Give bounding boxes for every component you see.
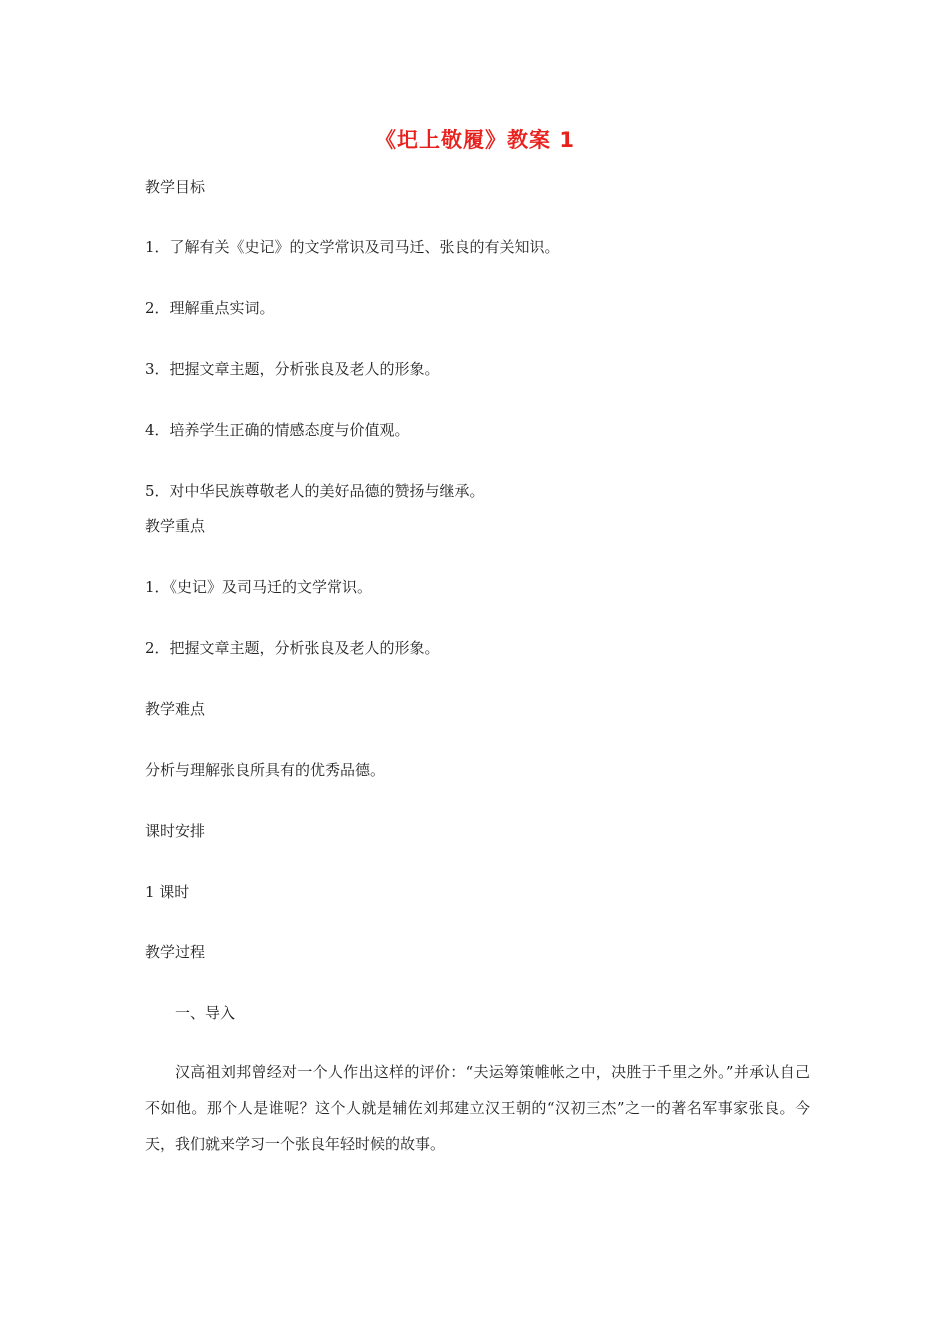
key-point-item-1: 1．《史记》及司马迁的文学常识。 <box>145 578 373 596</box>
objective-item-4: 4．培养学生正确的情感态度与价值观。 <box>145 421 410 439</box>
objective-item-2: 2．理解重点实词。 <box>145 299 275 317</box>
difficulty-heading: 教学难点 <box>145 700 206 718</box>
schedule-heading: 课时安排 <box>145 822 206 840</box>
difficulty-text: 分析与理解张良所具有的优秀品德。 <box>145 761 386 779</box>
objective-item-1: 1．了解有关《史记》的文学常识及司马迁、张良的有关知识。 <box>145 238 560 256</box>
objective-item-5: 5．对中华民族尊敬老人的美好品德的赞扬与继承。 <box>145 482 485 500</box>
process-heading: 教学过程 <box>145 943 206 961</box>
intro-heading: 一、导入 <box>175 1004 236 1022</box>
key-point-item-2: 2．把握文章主题，分析张良及老人的形象。 <box>145 639 440 657</box>
objective-item-3: 3．把握文章主题，分析张良及老人的形象。 <box>145 360 440 378</box>
document-title: 《圯上敬履》教案 1 <box>375 128 575 152</box>
intro-paragraph: 汉高祖刘邦曾经对一个人作出这样的评价：“夫运筹策帷帐之中，决胜于千里之外。”并承认自己不如他。那个人是谁呢？这个人就是辅佐刘邦建立汉王朝的“汉初三杰”之一的著名军事家张良。今天，我们就来学习一个张良年轻时候的故事。 <box>145 1063 810 1153</box>
schedule-text: 1 课时 <box>145 883 190 901</box>
objectives-heading: 教学目标 <box>145 178 206 196</box>
key-points-heading: 教学重点 <box>145 517 206 535</box>
